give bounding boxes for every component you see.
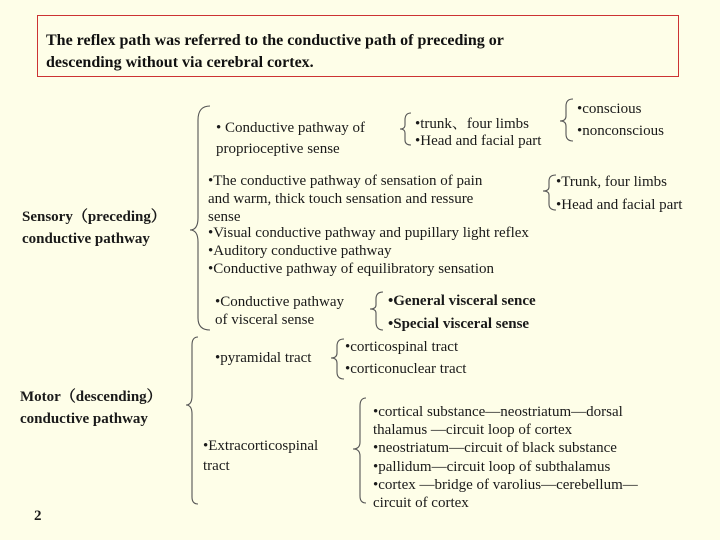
proprioceptive-pathway [216,118,365,160]
visceral-bracket [370,292,383,330]
pyramidal-bracket [331,339,344,379]
circuit-line: •cortex —bridge of varolius—cerebellum— [373,476,638,493]
nonconscious-label: •nonconscious [577,123,664,139]
sensory-bracket [190,106,210,330]
sensory-heading-line-2: conductive pathway [22,231,150,247]
extrapyramidal-line-1: •Extracorticospinal [203,438,319,454]
proprioceptive-bracket [400,113,411,145]
motor-heading [20,386,162,430]
page-number: 2 [34,508,42,524]
visceral-line-2: of visceral sense [215,312,315,328]
visceral-line-1: •Conductive pathway [215,294,344,310]
circuit-line: •pallidum—circuit loop of subthalamus [373,458,611,475]
proprioceptive-line-1: • Conductive pathway of [216,120,365,136]
auditory-pathway: •Auditory conductive pathway [208,243,392,259]
sensory-heading [22,206,166,250]
title-line-2: descending without via cerebral cortex. [46,54,314,71]
extrapyramidal-circuits [373,403,638,512]
extrapyramidal-bracket [353,398,366,503]
visceral-pathway [215,293,344,329]
general-visceral: •General visceral sence [388,293,536,309]
extrapyramidal-tract [203,436,318,476]
pain-trunk: •Trunk, four limbs [556,174,667,190]
corticospinal-tract: •corticospinal tract [345,339,459,355]
title-line-1: The reflex path was referred to the conductive path of preceding or [46,32,504,49]
circuit-line: •neostriatum—circuit of black substance [373,440,617,457]
circuit-line: thalamus —circuit loop of cortex [373,422,573,439]
pain-bracket [543,175,556,210]
pain-line-1: •The conductive pathway of sensation of pain [208,173,483,189]
pain-pathway [208,172,482,226]
proprioceptive-trunk: •trunk、four limbs [415,116,529,132]
proprioceptive-head: •Head and facial part [415,133,542,149]
extrapyramidal-line-2: tract [203,458,230,474]
motor-heading-line-2: conductive pathway [20,411,148,427]
conscious-label: •conscious [577,101,642,117]
sensory-other-pathways [208,224,529,278]
circuit-line: circuit of cortex [373,495,469,512]
conscious-bracket [560,99,573,141]
motor-bracket [186,337,198,504]
motor-heading-line-1: Motor（descending） [20,389,162,405]
visual-pathway: •Visual conductive pathway and pupillary light reflex [208,225,529,241]
pain-head: •Head and facial part [556,197,683,213]
proprioceptive-line-2: proprioceptive sense [216,141,340,157]
pain-line-2: and warm, thick touch sensation and ressure [208,191,474,207]
pain-line-3: sense [208,209,241,225]
pyramidal-tract: •pyramidal tract [215,350,312,366]
special-visceral: •Special visceral sense [388,316,530,332]
equilibratory-pathway: •Conductive pathway of equilibratory sensation [208,261,495,277]
corticonuclear-tract: •corticonuclear tract [345,361,467,377]
circuit-line: •cortical substance—neostriatum—dorsal [373,404,623,420]
sensory-heading-line-1: Sensory（preceding） [22,209,166,225]
